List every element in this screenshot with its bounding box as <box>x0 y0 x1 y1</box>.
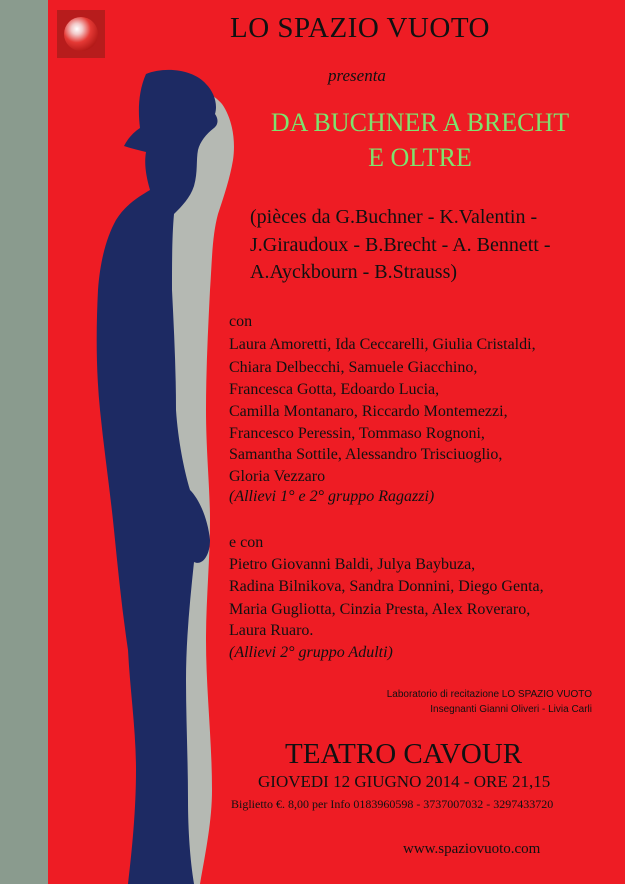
cast-line: Laura Amoretti, Ida Ceccarelli, Giulia Cristaldi, <box>229 336 536 353</box>
event-date: GIOVEDI 12 GIUGNO 2014 - ORE 21,15 <box>258 772 551 791</box>
cast-intro-1: con <box>229 313 253 330</box>
pieces-line-1: (pièces da G.Buchner - K.Valentin - <box>250 206 538 228</box>
presents-label: presenta <box>328 66 386 85</box>
ticket-info: Biglietto €. 8,00 per Info 0183960598 - 3737007032 - 3297433720 <box>231 797 554 811</box>
lab-line-2: Insegnanti Gianni Oliveri - Livia Carli <box>430 704 592 715</box>
cast-line: Francesca Gotta, Edoardo Lucia, <box>229 381 440 398</box>
pieces-line-3: A.Ayckbourn - B.Strauss) <box>250 261 458 283</box>
company-title: LO SPAZIO VUOTO <box>230 12 490 44</box>
cast-line: Gloria Vezzaro <box>229 468 326 485</box>
cast-note-2: (Allievi 2° gruppo Adulti) <box>229 644 393 661</box>
website-link[interactable]: www.spaziovuoto.com <box>403 841 541 857</box>
venue-name: TEATRO CAVOUR <box>285 738 523 770</box>
cast-line: Samantha Sottile, Alessandro Trisciuoglio, <box>229 446 503 463</box>
cast-line: Radina Bilnikova, Sandra Donnini, Diego Genta, <box>229 578 544 595</box>
pieces-line-2: J.Giraudoux - B.Brecht - A. Bennett - <box>250 234 551 256</box>
cast-intro-2: e con <box>229 534 264 551</box>
show-title-line-2: E OLTRE <box>368 143 472 172</box>
cast-line: Francesco Peressin, Tommaso Rognoni, <box>229 425 485 442</box>
lab-line-1: Laboratorio di recitazione LO SPAZIO VUOTO <box>386 689 592 700</box>
cast-line: Maria Gugliotta, Cinzia Presta, Alex Roveraro, <box>229 601 531 618</box>
cast-note-1: (Allievi 1° e 2° gruppo Ragazzi) <box>229 488 435 505</box>
cast-line: Chiara Delbecchi, Samuele Giacchino, <box>229 359 478 376</box>
cast-line: Laura Ruaro. <box>229 622 314 639</box>
cast-line: Camilla Montanaro, Riccardo Montemezzi, <box>229 403 508 420</box>
cast-line: Pietro Giovanni Baldi, Julya Baybuza, <box>229 556 476 573</box>
show-title-line-1: DA BUCHNER A BRECHT <box>270 108 570 137</box>
